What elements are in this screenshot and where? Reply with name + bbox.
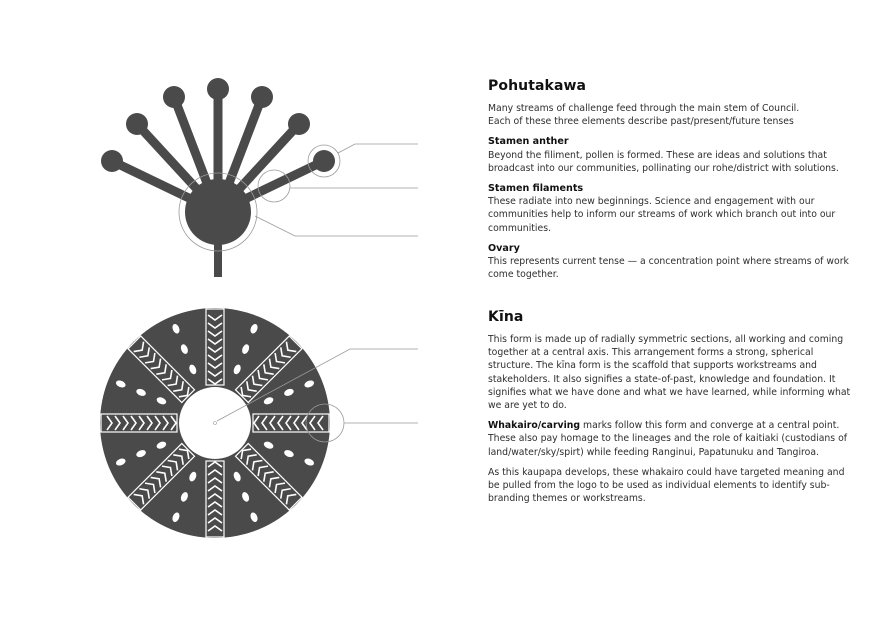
kina-center [179, 387, 251, 459]
section-heading: Ovary [488, 242, 520, 254]
pohutakawa-title: Pohutakawa [488, 78, 587, 94]
anther [207, 78, 229, 100]
section-body: This represents current tense — a concentration point where streams of work come together. [488, 256, 849, 281]
kina-paragraph-2 [488, 419, 858, 459]
section-stamen-filaments [488, 182, 858, 235]
pohutakawa-intro: Many streams of challenge feed through the main stem of Council. Each of these three elements describe past/present/future tenses [488, 103, 800, 128]
anther [163, 86, 185, 108]
kina-paragraph-3: As this kaupapa develops, these whakairo could have targeted meaning and be pulled from the logo to be used as individual elements to identify sub-branding themes or workstreams. [488, 466, 845, 505]
kina-graphic [100, 308, 418, 538]
ovary [185, 179, 251, 245]
pohutakawa-section [488, 78, 858, 288]
anther [313, 150, 335, 172]
leader-line-ovary [255, 216, 418, 236]
pohutakawa-graphic [101, 78, 418, 277]
whakairo-term: Whakairo/carving [488, 420, 581, 432]
anther [288, 113, 310, 135]
anther [126, 113, 148, 135]
section-heading: Stamen filaments [488, 183, 584, 195]
anther [101, 150, 123, 172]
kina-paragraph-2-text: marks follow this form and converge at a central point. These also pay homage to the lineages and the role of kaitiaki (custodians of land/water/sky/spirt) while feeding Ranginui, Papatunuku and Tangiroa. [488, 420, 848, 458]
kina-title: Kīna [488, 309, 524, 325]
section-body: Beyond the filiment, pollen is formed. These are ideas and solutions that broadcast into our communities, pollinating our rohe/district with solutions. [488, 149, 839, 174]
leader-line-anther [338, 144, 418, 153]
kina-paragraph-1: This form is made up of radially symmetric sections, all working and coming together at a central axis. This arrangement forms a strong, spherical structure. The kīna form is the scaffold that supports workstreams and stakeholders. It also signifies a state-of-past, knowledge and foundation. It signifies what we have done and what we have learned, while informing what we are yet to do. [488, 334, 851, 412]
kina-section [488, 309, 858, 512]
section-heading: Stamen anther [488, 136, 569, 148]
section-ovary [488, 242, 858, 282]
anther [251, 86, 273, 108]
section-body: These radiate into new beginnings. Science and engagement with our communities help to inform our streams of work which branch out into our communities. [488, 196, 836, 234]
section-stamen-anther [488, 135, 858, 175]
